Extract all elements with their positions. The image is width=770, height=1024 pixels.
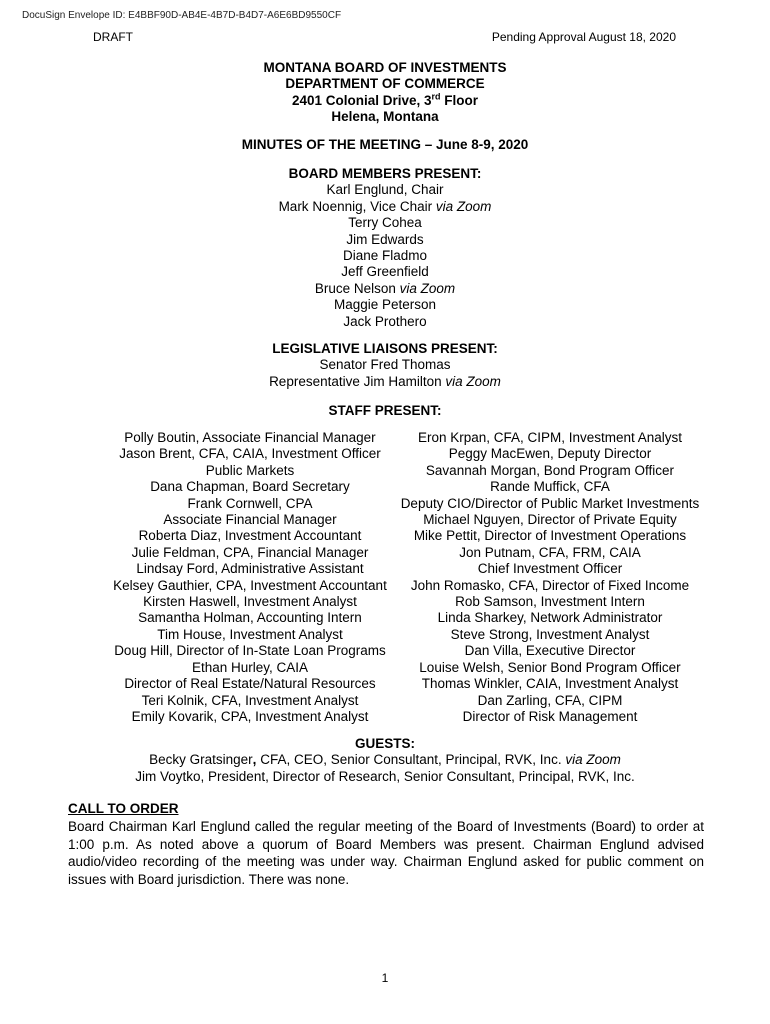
staff-item: Rob Samson, Investment Intern	[455, 594, 645, 610]
staff-item: Deputy CIO/Director of Public Market Investments	[400, 495, 700, 511]
liaison-item: Representative Jim Hamilton via Zoom	[269, 373, 501, 389]
member-item: Maggie Peterson	[333, 297, 437, 313]
staff-item: Peggy MacEwen, Deputy Director	[448, 446, 652, 462]
staff-item: Frank Cornwell, CPA	[187, 495, 313, 511]
staff-item: Associate Financial Manager	[163, 512, 337, 528]
staff-item: Public Markets	[205, 462, 295, 478]
call-to-order-body: Board Chairman Karl Englund called the regular meeting of the Board of Investments (Board) to order at 1:00 p.m. As noted above a quorum of Board Members was present. Chairman Englund advised audio/video recording of the meeting was under way. Chairman Englund asked for public comment on issues with Board jurisdiction. There was none.	[68, 819, 704, 887]
staff-item: Thomas Winkler, CAIA, Investment Analyst	[421, 676, 679, 692]
staff-item: Kelsey Gauthier, CPA, Investment Accountant	[113, 577, 387, 593]
staff-item: Rande Muffick, CFA	[490, 479, 610, 495]
board-members-heading: BOARD MEMBERS PRESENT:	[288, 166, 482, 181]
pending-approval-label: Pending Approval August 18, 2020	[491, 30, 676, 44]
member-item: Jim Edwards	[346, 231, 424, 247]
department-name: DEPARTMENT OF COMMERCE	[285, 76, 485, 92]
staff-item: Tim House, Investment Analyst	[157, 626, 343, 642]
staff-item: Teri Kolnik, CFA, Investment Analyst	[141, 692, 359, 708]
staff-column-right	[360, 430, 740, 725]
member-item: Terry Cohea	[348, 215, 422, 231]
staff-item: Samantha Holman, Accounting Intern	[138, 610, 362, 626]
staff-item: Eron Krpan, CFA, CIPM, Investment Analyst	[417, 430, 683, 445]
member-item: Karl Englund, Chair	[326, 182, 444, 198]
liaisons-section	[0, 341, 770, 390]
member-item: Jack Prothero	[343, 313, 427, 329]
staff-item: Linda Sharkey, Network Administrator	[437, 610, 663, 626]
staff-item: Dan Zarling, CFA, CIPM	[477, 692, 623, 708]
staff-item: Dan Villa, Executive Director	[464, 643, 636, 659]
guest-item: Becky Gratsinger, CFA, CEO, Senior Consultant, Principal, RVK, Inc. via Zoom	[149, 752, 621, 768]
staff-item: Director of Risk Management	[462, 708, 638, 724]
draft-label: DRAFT	[93, 30, 133, 44]
staff-item: Director of Real Estate/Natural Resources	[124, 676, 376, 692]
staff-item: Ethan Hurley, CAIA	[191, 659, 309, 675]
envelope-id: DocuSign Envelope ID: E4BBF90D-AB4E-4B7D-B4D7-A6E6BD9550CF	[22, 10, 342, 21]
member-item: Bruce Nelson via Zoom	[314, 280, 456, 296]
staff-item: Polly Boutin, Associate Financial Manager	[124, 430, 376, 445]
staff-heading: STAFF PRESENT:	[328, 403, 442, 418]
staff-item: Dana Chapman, Board Secretary	[150, 479, 350, 495]
guests-section	[0, 736, 770, 785]
staff-item: Roberta Diaz, Investment Accountant	[138, 528, 362, 544]
staff-item: Doug Hill, Director of In-State Loan Programs	[114, 643, 386, 659]
staff-item: Julie Feldman, CPA, Financial Manager	[131, 544, 369, 560]
staff-item: Louise Welsh, Senior Bond Program Officer	[419, 659, 681, 675]
guest-item: Jim Voytko, President, Director of Research, Senior Consultant, Principal, RVK, Inc.	[135, 768, 635, 784]
call-to-order-heading: CALL TO ORDER	[68, 801, 179, 816]
guests-heading: GUESTS:	[354, 736, 415, 751]
staff-item: Steve Strong, Investment Analyst	[450, 626, 650, 642]
document-header	[0, 60, 770, 126]
staff-item: Jon Putnam, CFA, FRM, CAIA	[459, 544, 641, 560]
address-line: 2401 Colonial Drive, 3rd Floor	[291, 91, 479, 108]
city-line: Helena, Montana	[331, 109, 439, 125]
page-number: 1	[381, 971, 389, 985]
staff-item: Lindsay Ford, Administrative Assistant	[136, 561, 364, 577]
member-item: Diane Fladmo	[342, 248, 428, 264]
liaisons-heading: LEGISLATIVE LIAISONS PRESENT:	[272, 341, 498, 356]
board-members-section	[0, 166, 770, 330]
staff-item: Emily Kovarik, CPA, Investment Analyst	[131, 708, 369, 724]
staff-item: Mike Pettit, Director of Investment Operations	[413, 528, 687, 544]
staff-item: John Romasko, CFA, Director of Fixed Income	[410, 577, 690, 593]
staff-item: Kirsten Haswell, Investment Analyst	[143, 594, 357, 610]
staff-item: Jason Brent, CFA, CAIA, Investment Officer	[119, 446, 381, 462]
liaison-item: Senator Fred Thomas	[319, 357, 451, 373]
staff-item: Michael Nguyen, Director of Private Equity	[423, 512, 677, 528]
member-item: Jeff Greenfield	[341, 264, 429, 280]
minutes-title: MINUTES OF THE MEETING – June 8-9, 2020	[241, 137, 529, 152]
staff-item: Savannah Morgan, Bond Program Officer	[425, 462, 675, 478]
board-name: MONTANA BOARD OF INVESTMENTS	[263, 60, 507, 75]
member-item: Mark Noennig, Vice Chair via Zoom	[278, 198, 492, 214]
staff-item: Chief Investment Officer	[477, 561, 623, 577]
